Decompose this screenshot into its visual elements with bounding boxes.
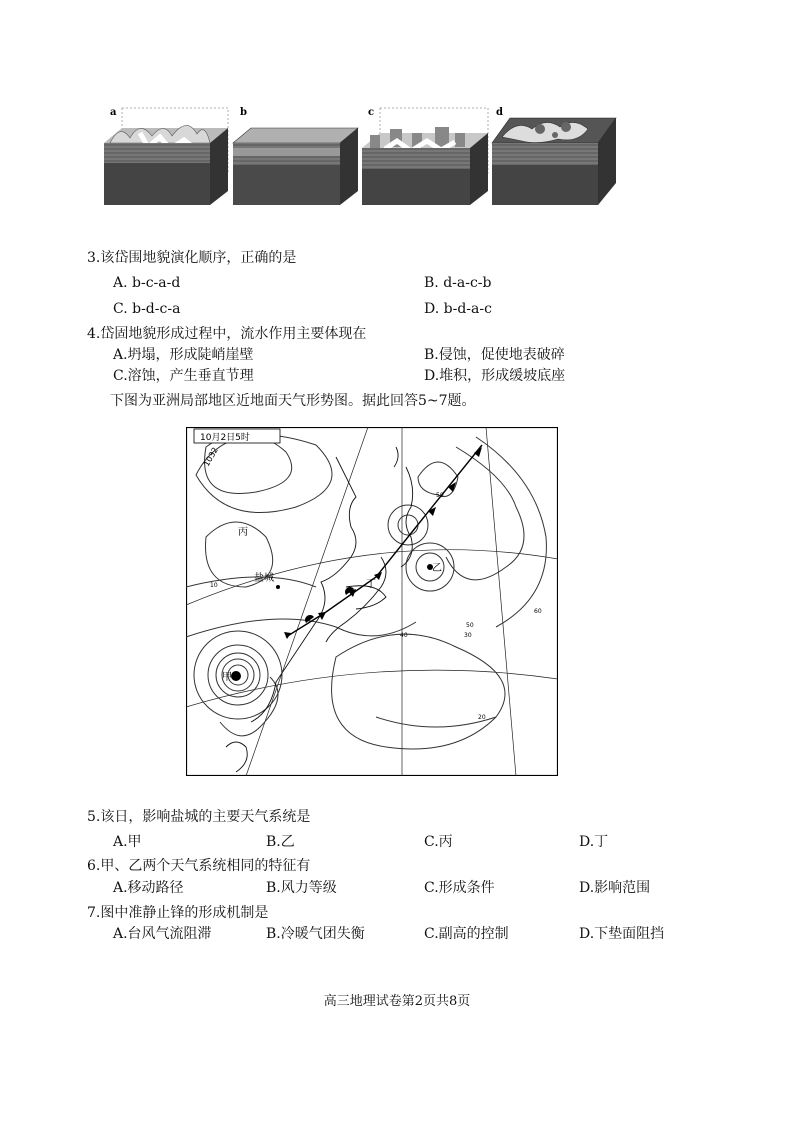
map-intro: 下图为亚洲局部地区近地面天气形势图。据此回答5~7题。 [110,393,476,409]
block-b [233,107,358,205]
q4-option-c[interactable]: C.溶蚀，产生垂直节理 [113,368,254,384]
block-c [362,107,488,205]
isobar-label: 30 [464,632,472,639]
block-c-label: c [368,107,375,118]
q4-option-a[interactable]: A.坍塌，形成陡峭崖壁 [113,347,254,363]
q7-stem: 7.图中准静止锋的形成机制是 [87,905,269,921]
label-ding: 丁 [366,579,376,590]
block-a [104,107,228,205]
q6-stem: 6.甲、乙两个天气系统相同的特征有 [87,858,311,874]
isobar-label: 60 [534,608,542,615]
block-d [492,107,616,205]
q7-option-b[interactable]: B.冷暖气团失衡 [266,926,365,942]
isobar-label: 20 [478,714,486,721]
q5-option-b[interactable]: B.乙 [266,834,295,850]
label-jia: 甲 [222,672,232,683]
isobar-label: 40 [400,632,408,639]
q6-option-b[interactable]: B.风力等级 [266,880,337,896]
label-bing: 丙 [238,527,248,538]
q5-stem: 5.该日，影响盐城的主要天气系统是 [87,809,311,825]
block-d-label: d [496,107,503,118]
q4-option-d[interactable]: D.堆积，形成缓坡底座 [424,368,566,384]
q3-option-a[interactable]: A. b-c-a-d [113,275,181,291]
block-b-label: b [240,107,247,118]
weather-map [186,427,558,776]
q7-option-d[interactable]: D.下垫面阻挡 [579,926,665,942]
q3-stem: 3.该岱围地貌演化顺序，正确的是 [87,250,297,266]
q3-option-b[interactable]: B. d-a-c-b [424,275,492,291]
q5-option-a[interactable]: A.甲 [113,834,142,850]
isobar-label: 50 [466,622,474,629]
page-footer: 高三地理试卷第2页共8页 [323,994,471,1009]
label-yancheng: 盐城 [254,573,274,584]
q3-option-c[interactable]: C. b-d-c-a [113,301,181,317]
q4-stem: 4.岱固地貌形成过程中，流水作用主要体现在 [87,326,367,342]
q4-option-b[interactable]: B.侵蚀，促使地表破碎 [424,347,565,363]
q3-option-d[interactable]: D. b-d-a-c [424,301,492,317]
q5-option-d[interactable]: D.丁 [579,834,609,850]
q6-option-d[interactable]: D.影响范围 [579,880,651,896]
isobar-label: 50 [436,492,444,499]
label-yi: 乙 [432,563,442,574]
q7-option-a[interactable]: A.台风气流阻滞 [113,926,212,942]
landform-block-diagrams [100,103,620,209]
map-date-label: 10月2日5时 [200,433,250,443]
isobar-label: 10 [210,582,218,589]
typhoon-center-icon [231,671,241,681]
q7-option-c[interactable]: C.副高的控制 [424,926,509,942]
q5-option-c[interactable]: C.丙 [424,834,453,850]
isobar-label: 1032 [201,445,220,468]
q6-option-a[interactable]: A.移动路径 [113,880,184,896]
block-a-label: a [110,107,117,118]
q6-option-c[interactable]: C.形成条件 [424,880,495,896]
